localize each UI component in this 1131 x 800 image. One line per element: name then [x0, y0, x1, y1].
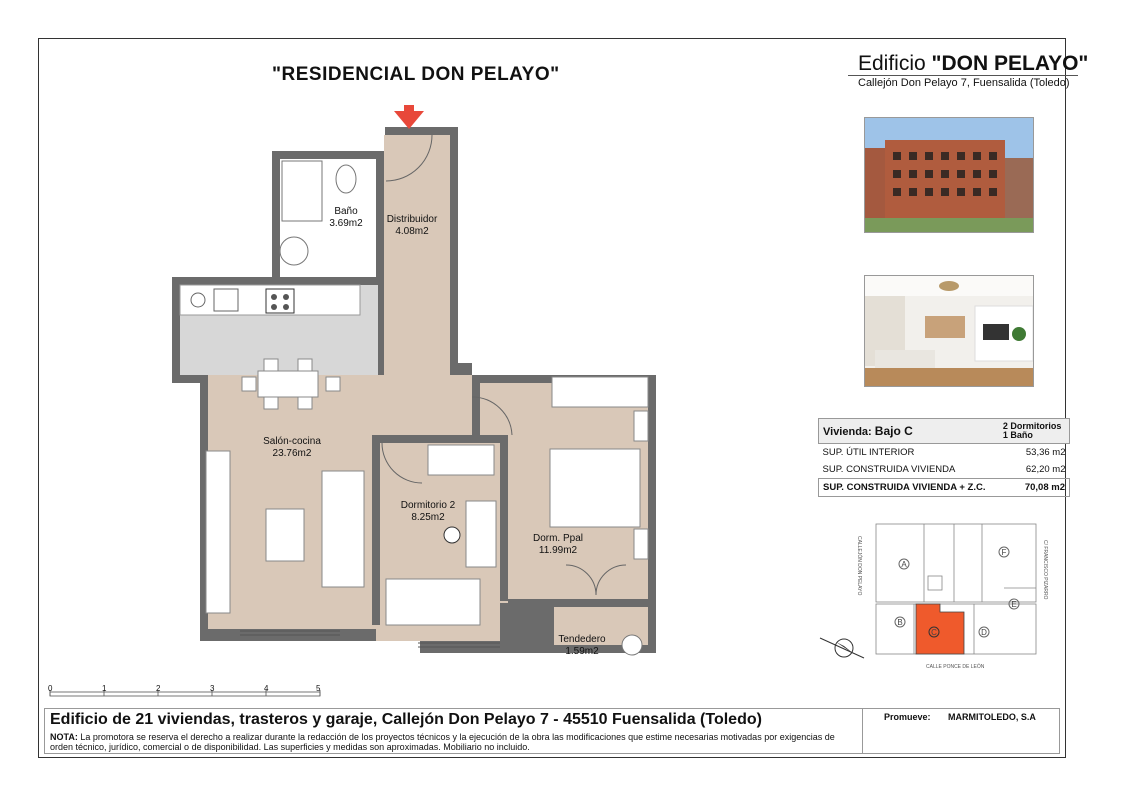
title-underline: [848, 75, 1078, 76]
block-label-b: B: [897, 618, 903, 627]
floor-plan: [170, 105, 670, 665]
footer-title: Edificio de 21 viviendas, trasteros y garaje, Callejón Don Pelayo 7 - 45510 Fuensalida (Toledo): [50, 711, 762, 728]
room-label-tendedero: [550, 634, 614, 658]
scale-tick-label: 5: [316, 684, 321, 693]
scale-tick-label: 4: [264, 684, 269, 693]
master-wardrobe: [552, 377, 648, 407]
exterior-photo: [864, 117, 1034, 233]
bathrooms-count: 1 Baño: [1002, 430, 1033, 440]
sofa: [322, 471, 364, 587]
single-bed: [386, 579, 480, 625]
desk: [466, 501, 496, 567]
footer-note-text: La promotora se reserva el derecho a realizar durante la redacción de los proyectos técnicos y la ejecución de la obra las modificaciones que estime necesarias motivadas por exigencias de orden técnico, jurídico, comercial o de disponibilidad. Las superficies y medidas son aproximadas. Mobiliario no incluido.: [50, 732, 835, 752]
interior-wall: [372, 435, 508, 443]
scale-tick-label: 2: [156, 684, 161, 693]
room-name: Distribuidor: [386, 214, 438, 225]
spec-row: [819, 444, 1070, 462]
dining-table: [258, 371, 318, 397]
washing-machine-icon: [622, 635, 642, 655]
desk-chair-icon: [444, 527, 460, 543]
building-title-prefix: Edificio: [858, 52, 932, 75]
block-label-e: E: [1011, 600, 1017, 609]
spec-total-row: [819, 479, 1070, 497]
building-title-name: "DON PELAYO": [931, 52, 1089, 75]
footer-note: [50, 732, 850, 752]
block-label-c: C: [931, 628, 937, 637]
coffee-table: [266, 509, 304, 561]
street-left-label: CALLEJÓN DON PELAYO: [856, 536, 862, 596]
scale-tick-label: 3: [210, 684, 215, 693]
room-name: Baño: [334, 206, 358, 217]
interior-wall: [500, 435, 508, 601]
street-right-label: C/ FRANCISCO PIZARRO: [1042, 540, 1048, 600]
washbasin-icon: [280, 237, 308, 265]
building-address: Callejón Don Pelayo 7, Fuensalida (Toledo): [858, 77, 1070, 89]
scale-tick-label: 1: [102, 684, 107, 693]
wardrobe: [428, 445, 494, 475]
site-map: [814, 516, 1064, 676]
room-name: Dormitorio 2: [400, 500, 456, 511]
room-label-bano: [318, 206, 374, 230]
bedrooms-count: 2 Dormitorios: [1002, 421, 1062, 431]
nightstand: [634, 411, 648, 441]
spec-header-row: [819, 419, 1070, 444]
spec-row-value: 53,36 m2: [1025, 447, 1066, 458]
promueve-value: MARMITOLEDO, S.A: [948, 712, 1036, 722]
interior-photo: [864, 275, 1034, 387]
north-compass-icon: [820, 638, 864, 658]
entrance-arrow-icon: [394, 105, 424, 129]
room-area: 4.08m2: [395, 226, 429, 237]
tv-unit: [206, 451, 230, 613]
toilet-icon: [336, 165, 356, 193]
nightstand: [634, 529, 648, 559]
room-label-salon-cocina: [252, 436, 332, 460]
room-name: Tendedero: [558, 634, 606, 645]
scale-bar: [46, 684, 326, 700]
room-name: Salón-cocina: [263, 436, 321, 447]
plan-title: "RESIDENCIAL DON PELAYO": [272, 64, 560, 85]
double-bed: [550, 449, 640, 527]
spec-total-value: 70,08 m2: [1024, 482, 1065, 493]
rooms-summary: [999, 419, 1070, 444]
room-area: 1.59m2: [565, 646, 599, 657]
interior-wall: [372, 435, 380, 625]
spec-row: [819, 461, 1070, 479]
room-area: 3.69m2: [329, 218, 363, 229]
spec-row-label: SUP. ÚTIL INTERIOR: [822, 447, 915, 458]
vivienda-label: Vivienda:: [823, 426, 872, 438]
highlighted-unit: [916, 604, 964, 654]
room-label-dorm-ppal: [522, 533, 594, 557]
room-area: 8.25m2: [411, 512, 445, 523]
scale-tick-label: 0: [48, 684, 53, 693]
footer-divider: [862, 708, 863, 754]
surface-table: [818, 418, 1070, 497]
block-label-f: F: [1001, 548, 1007, 557]
room-area: 11.99m2: [538, 545, 578, 556]
street-bottom-label: CALLE PONCE DE LEÓN: [926, 664, 985, 670]
vivienda-cell: [819, 419, 999, 444]
footer-note-label: NOTA:: [50, 732, 78, 742]
spec-row-value: 62,20 m2: [1025, 464, 1066, 475]
vivienda-value: Bajo C: [874, 424, 913, 438]
room-label-distribuidor: [380, 214, 444, 238]
block-label-d: D: [981, 628, 987, 637]
building-title: [858, 52, 1088, 76]
room-label-dormitorio-2: [388, 500, 468, 524]
spec-total-label: SUP. CONSTRUIDA VIVIENDA + Z.C.: [823, 482, 986, 493]
spec-row-label: SUP. CONSTRUIDA VIVIENDA: [822, 464, 956, 475]
room-name: Dorm. Ppal: [532, 533, 583, 544]
promueve-label: Promueve:: [884, 712, 931, 722]
hallway-floor: [384, 135, 450, 375]
room-area: 23.76m2: [272, 448, 312, 459]
block-label-a: A: [901, 560, 907, 569]
interior-wall: [508, 599, 648, 607]
